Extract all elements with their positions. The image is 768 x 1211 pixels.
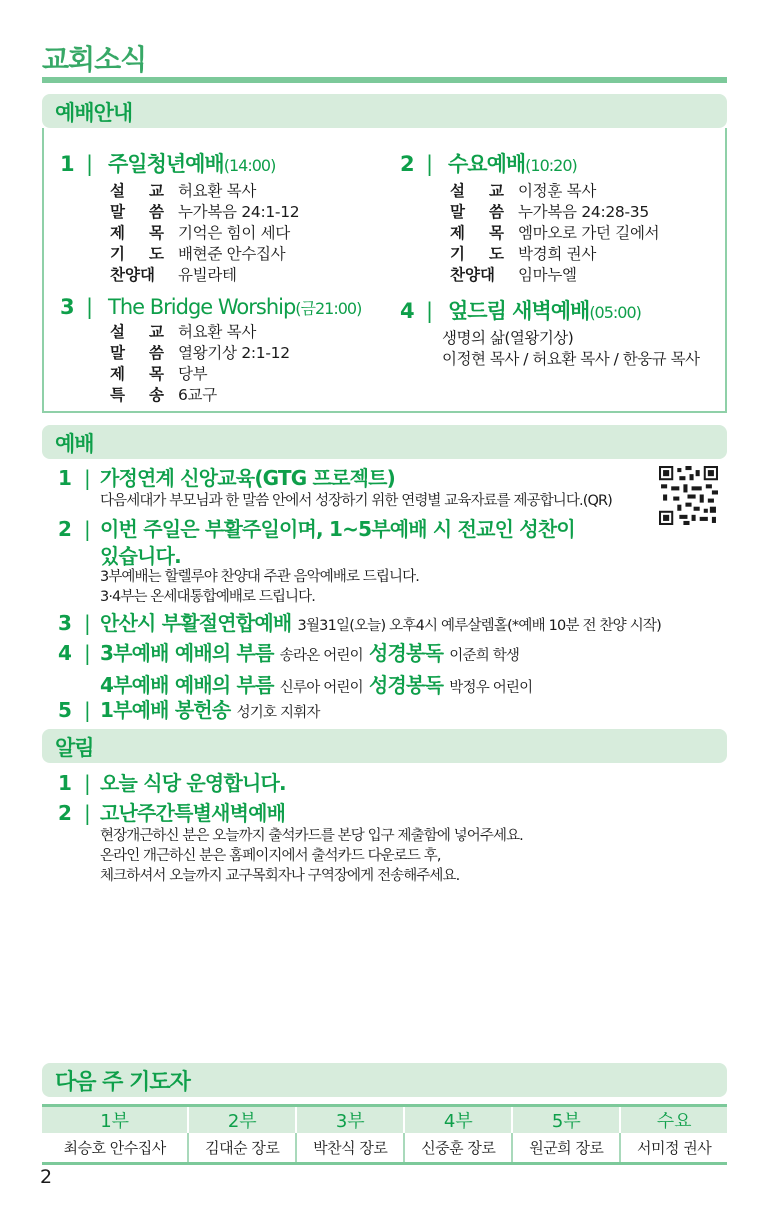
- text-label: 씀: [149, 344, 164, 362]
- worship-item-2: [58, 513, 575, 607]
- text-label: 말: [110, 344, 125, 362]
- text-label: 설: [110, 323, 125, 341]
- prayer-name: 박찬식 장로: [296, 1133, 404, 1163]
- text-label: 찬양대: [450, 266, 495, 284]
- text-label: 안산시 부활절연합예배: [100, 611, 292, 635]
- text-label: 제: [110, 224, 125, 242]
- text-label: 송라온 어린이: [279, 648, 363, 664]
- text-label: 성경봉독: [369, 641, 444, 665]
- title-rule: [42, 77, 727, 83]
- text-label: 목: [149, 365, 164, 383]
- text-label: 허요환 목사: [178, 323, 256, 341]
- text-label: |: [84, 641, 90, 665]
- text-label: |: [86, 295, 93, 319]
- text-label: 열왕기상 2:1-12: [178, 344, 290, 362]
- text-label: 목: [489, 224, 504, 242]
- prayer-name: 최승호 안수집사: [42, 1133, 188, 1163]
- text-label: (10:20): [525, 156, 577, 175]
- text-label: 성기호 지휘자: [236, 705, 320, 721]
- text-label: 이정현 목사 / 허요환 목사 / 한웅규 목사: [442, 350, 700, 368]
- text-label: 임마누엘: [518, 266, 577, 284]
- text-label: 4부예배 예배의 부름: [100, 673, 274, 697]
- text-label: 2: [400, 152, 414, 176]
- text-label: 제: [110, 365, 125, 383]
- text-label: 도: [489, 245, 504, 263]
- service-name: 수요예배: [448, 152, 526, 176]
- text-label: 제: [450, 224, 465, 242]
- text-label: 박정우 어린이: [449, 680, 533, 696]
- text-label: 누가복음 24:28-35: [518, 203, 649, 221]
- section-title: 다음 주 기도자: [55, 1070, 190, 1095]
- text-label: 이정훈 목사: [518, 182, 596, 200]
- page-title: 교회소식: [42, 43, 147, 76]
- text-label: 온라인 개근하신 분은 홈페이지에서 출석카드 다운로드 후,: [100, 848, 441, 864]
- text-label: 도: [149, 245, 164, 263]
- service-name: The Bridge Worship: [108, 295, 296, 319]
- text-label: 누가복음 24:1-12: [178, 203, 300, 221]
- text-label: 3부예배는 할렐루야 찬양대 주관 음악예배로 드립니다.: [100, 569, 419, 585]
- text-label: 당부: [178, 365, 208, 383]
- text-label: |: [84, 801, 90, 825]
- text-label: 1: [58, 466, 72, 490]
- section-notice: [42, 729, 727, 763]
- worship-item-5: [58, 694, 320, 723]
- text-label: 고난주간특별새벽예배: [100, 801, 286, 825]
- section-title: 알림: [55, 736, 94, 760]
- service-3: [60, 295, 361, 406]
- service-1: [60, 148, 299, 286]
- text-label: 신루아 어린이: [279, 680, 363, 696]
- text-label: 1: [60, 152, 74, 176]
- text-label: 특: [110, 386, 125, 404]
- text-label: 설: [110, 182, 125, 200]
- text-label: (금21:00): [295, 299, 362, 318]
- text-label: 씀: [489, 203, 504, 221]
- worship-item-4: [58, 637, 532, 698]
- text-label: |: [84, 517, 90, 541]
- text-label: 다음세대가 부모님과 한 말씀 안에서 성장하기 위한 연령별 교육자료를 제공합니다.(QR): [100, 493, 612, 509]
- text-label: 기억은 힘이 세다: [178, 224, 290, 242]
- text-label: 2: [58, 801, 72, 825]
- text-label: 교: [489, 182, 504, 200]
- prayer-header: 5부: [512, 1106, 620, 1134]
- worship-item-1: [58, 462, 612, 511]
- notice-item-2: [58, 797, 523, 886]
- section-worship: [42, 425, 727, 459]
- text-label: 가정연계 신앙교육(GTG 프로젝트): [100, 466, 395, 490]
- text-label: 목: [149, 224, 164, 242]
- text-label: 엠마오로 가던 길에서: [518, 224, 660, 242]
- text-label: 교: [149, 182, 164, 200]
- text-label: 말: [110, 203, 125, 221]
- text-label: 3부예배 예배의 부름: [100, 641, 274, 665]
- text-label: 송: [149, 386, 164, 404]
- text-label: 유빌라테: [178, 266, 237, 284]
- text-label: 배현준 안수집사: [178, 245, 286, 263]
- prayer-header: 1부: [42, 1106, 188, 1134]
- text-label: 성경봉독: [369, 673, 444, 697]
- service-name: 주일청년예배: [108, 152, 224, 176]
- text-label: |: [84, 611, 90, 635]
- text-label: 말: [450, 203, 465, 221]
- prayer-header: 2부: [188, 1106, 296, 1134]
- prayer-name: 서미정 권사: [620, 1133, 727, 1163]
- text-label: 2: [58, 517, 72, 541]
- text-label: 씀: [149, 203, 164, 221]
- prayer-name: 신중훈 장로: [404, 1133, 512, 1163]
- text-label: 이번 주일은 부활주일이며, 1~5부예배 시 전교인 성찬이: [100, 517, 575, 541]
- text-label: 1: [58, 771, 72, 795]
- text-label: 4: [58, 641, 72, 665]
- section-worship-guide: [42, 94, 727, 128]
- text-label: |: [426, 152, 433, 176]
- section-title: 예배안내: [55, 101, 133, 125]
- text-label: 6교구: [178, 386, 217, 404]
- text-label: 생명의 삶(열왕기상): [442, 329, 574, 347]
- text-label: 현장개근하신 분은 오늘까지 출석카드를 본당 입구 제출함에 넣어주세요.: [100, 828, 523, 844]
- notice-item-1: [58, 767, 286, 796]
- text-label: 기: [450, 245, 465, 263]
- text-label: 허요환 목사: [178, 182, 256, 200]
- text-label: 박경희 권사: [518, 245, 596, 263]
- text-label: 이준희 학생: [449, 648, 520, 664]
- page-number: 2: [40, 1166, 53, 1188]
- service-name: 엎드림 새벽예배: [448, 299, 590, 323]
- prayer-header: 3부: [296, 1106, 404, 1134]
- text-label: |: [86, 152, 93, 176]
- text-label: (05:00): [589, 303, 641, 322]
- text-label: 기: [110, 245, 125, 263]
- worship-item-3: [58, 607, 661, 636]
- text-label: 교: [149, 323, 164, 341]
- service-4: [400, 295, 700, 370]
- text-label: 체크하셔서 오늘까지 교구목회자나 구역장에게 전송해주세요.: [100, 868, 460, 884]
- section-title: 예배: [55, 432, 94, 456]
- text-label: 3: [60, 295, 74, 319]
- text-label: 3월31일(오늘) 오후4시 예루살렘홀(*예배 10분 전 찬양 시작): [297, 618, 661, 634]
- prayer-name: 원군희 장로: [512, 1133, 620, 1163]
- text-label: |: [84, 466, 90, 490]
- text-label: 4: [400, 299, 414, 323]
- text-label: 5: [58, 698, 72, 722]
- prayer-header: 수요: [620, 1106, 727, 1134]
- text-label: (14:00): [223, 156, 276, 175]
- prayer-table: [42, 1104, 727, 1165]
- text-label: 3: [58, 611, 72, 635]
- service-2: [400, 148, 659, 286]
- text-label: |: [84, 771, 90, 795]
- prayer-name: 김대순 장로: [188, 1133, 296, 1163]
- prayer-header: 4부: [404, 1106, 512, 1134]
- text-label: 1부예배 봉헌송: [100, 698, 231, 722]
- section-prayer: [42, 1063, 727, 1097]
- text-label: 있습니다.: [100, 544, 181, 568]
- text-label: |: [84, 698, 90, 722]
- text-label: 오늘 식당 운영합니다.: [100, 771, 286, 795]
- text-label: 찬양대: [110, 266, 155, 284]
- qr-code-icon[interactable]: [659, 466, 718, 525]
- text-label: 설: [450, 182, 465, 200]
- text-label: 3·4부는 온세대통합예배로 드립니다.: [100, 589, 315, 605]
- text-label: |: [426, 299, 433, 323]
